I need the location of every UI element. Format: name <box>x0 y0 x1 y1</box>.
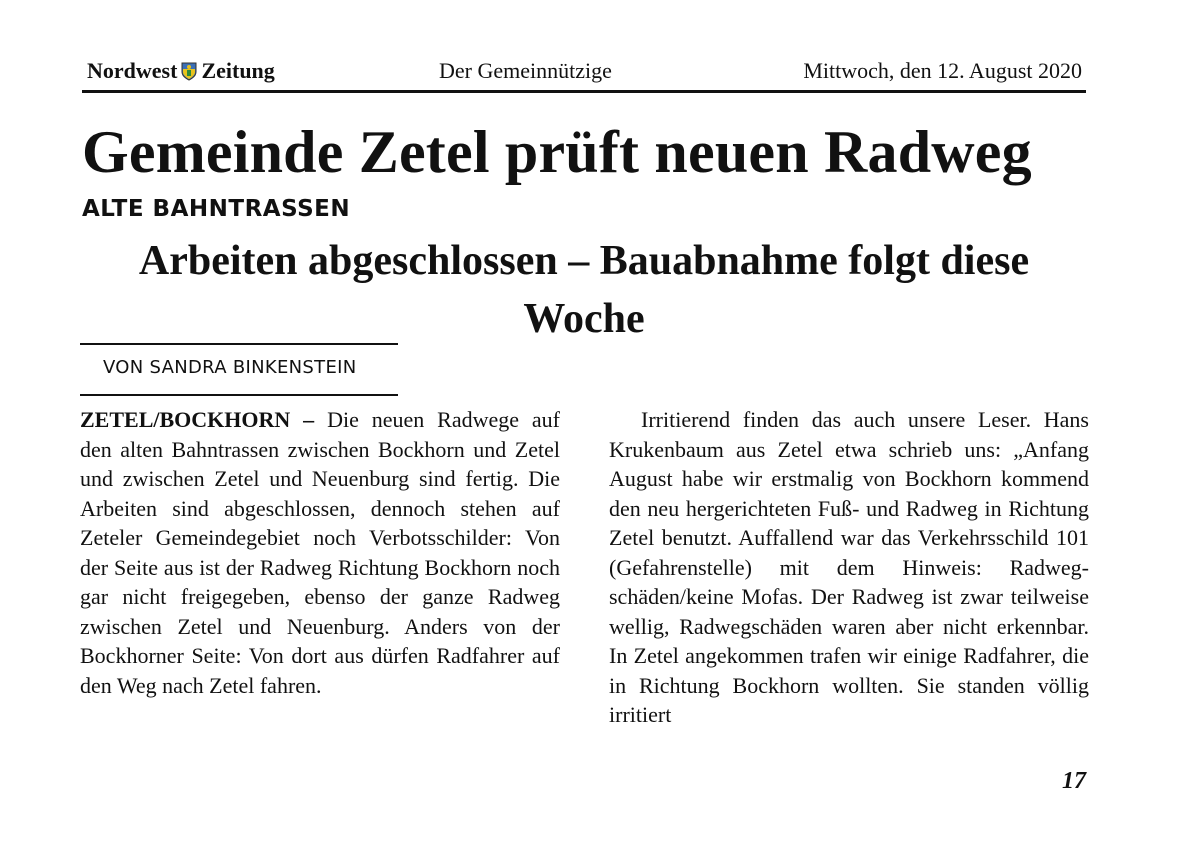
issue-date: Mittwoch, den 12. August 2020 <box>803 58 1082 83</box>
dateline: ZETEL/BOCKHORN – <box>80 407 315 432</box>
masthead-left: Nordwest <box>87 58 178 83</box>
coat-of-arms-icon <box>181 62 197 81</box>
left-column-body: Die neuen Radwege auf den alten Bahntrassen zwischen Bockhorn und Zetel und zwischen Zetel und Neuenburg sind fertig. Die Arbeiten sind abgeschlossen, dennoch stehen auf Zeteler Gemeindegebiet noch Verbotsschilder: Von der Seite aus ist der Radweg Richtung Bockhorn noch gar nicht freigegeben, ebenso der ganze Radweg zwischen Zetel und Neuenburg. Anders von der Bockhorner Seite: Von dort aus dürfen Radfahrer auf den Weg nach Zetel fahren. <box>80 407 560 698</box>
headline: Gemeinde Zetel prüft neuen Radweg <box>82 119 1032 185</box>
header-divider <box>82 90 1086 93</box>
page-header <box>82 58 1086 88</box>
article-column-right <box>609 405 1089 730</box>
kicker: ALTE BAHNTRASSEN <box>82 196 351 222</box>
byline: VON SANDRA BINKENSTEIN <box>103 357 357 378</box>
masthead-logo <box>87 58 275 84</box>
masthead-right: Zeitung <box>201 58 275 83</box>
article-column-left <box>80 405 560 700</box>
subheadline: Arbeiten abgeschlossen – Bauabnahme folgt diese Woche <box>138 238 1030 342</box>
page-number: 17 <box>1062 768 1086 794</box>
section-name: Der Gemeinnützige <box>439 58 612 83</box>
byline-rule-top <box>80 343 398 345</box>
byline-rule-bottom <box>80 394 398 396</box>
right-column-body: Irritierend finden das auch unsere Leser. Hans Krukenbaum aus Zetel etwa schrieb uns: „Anfang August habe wir erstmalig von Bockhorn kommend den neu hergerichteten Fuß- und Radweg in Richtung Zetel benutzt. Auffallend war das Verkehrsschild 101 (Gefahrenstelle) mit dem Hinweis: Radweg-schäden/keine Mofas. Der Radweg ist zwar teilweise wellig, Radwegschäden waren aber nicht erkennbar. In Zetel angekommen trafen wir einige Radfahrer, die in Richtung Bockhorn wollten. Sie standen völlig irritiert <box>609 407 1089 727</box>
left-paragraph <box>80 405 560 700</box>
